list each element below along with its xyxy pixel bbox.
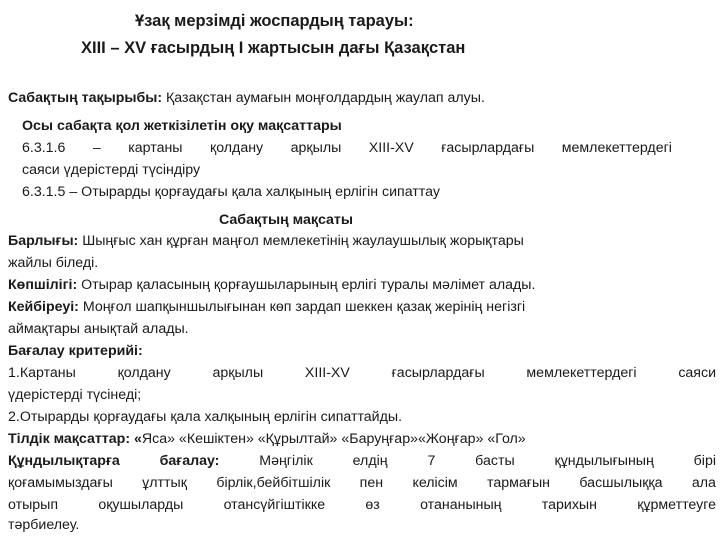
word: қоғамымыздағы — [8, 475, 113, 491]
word: өз — [365, 497, 380, 513]
word: ғасырлардағы — [391, 365, 485, 381]
language-goals-text: Яса» «Кешіктен» «Құрылтай» «Баруңғар»«Жоңғар» «Гол» — [141, 431, 526, 447]
word: мемлекеттердегі — [526, 365, 637, 381]
word: отананының — [420, 497, 502, 513]
goal-most-text: Отырар қаласының қорғаушыларының ерлігі туралы мәлімет алады. — [77, 277, 536, 293]
word: бірі — [693, 453, 716, 469]
criteria-heading: Бағалау критерийі: — [8, 343, 143, 359]
values-label-word: Құндылықтарға — [8, 453, 120, 469]
goal-most — [8, 277, 535, 293]
word: XIII-XV — [304, 365, 350, 381]
word: саяси — [678, 365, 716, 381]
word: пен — [359, 475, 384, 491]
goal-all-text: Шыңғыс хан құрған маңғол мемлекетінің жаулаушылық жорықтары — [78, 233, 524, 249]
objective-line-3: 6.3.1.5 – Отырарды қорғаудағы қала халқының ерлігін сипаттау — [22, 184, 440, 200]
goal-most-label: Көпшілігі: — [8, 277, 78, 293]
goal-some-cont: аймақтары анықтай алады. — [8, 321, 189, 337]
word: тарихын — [541, 497, 597, 513]
section-title: Ұзақ мерзімді жоспардың тарауы: — [135, 12, 414, 30]
word: ұлттық — [142, 475, 187, 491]
goal-all — [8, 233, 524, 249]
values-line-1 — [8, 453, 716, 469]
lesson-topic-label: Сабақтың тақырыбы: — [8, 90, 163, 106]
word: XIII-XV — [368, 140, 414, 156]
lesson-topic-text: Қазақстан аумағын моңғолдардың жаулап алуы. — [162, 90, 485, 106]
objective-line-1 — [22, 140, 672, 156]
word: басшылыққа — [579, 475, 663, 491]
word: қолдану — [117, 365, 171, 381]
word: оқушыларды — [98, 497, 184, 513]
word: арқылы — [212, 365, 264, 381]
word: құндылығының — [554, 453, 654, 469]
criteria-item-2: 2.Отырарды қорғаудағы қала халқының ерлігін сипаттайды. — [8, 409, 403, 425]
goal-some-text: Моңғол шапқыншылығынан көп зардап шеккен қазақ жерінің негізгі — [78, 299, 526, 315]
word: 7 — [427, 453, 436, 469]
word: 6.3.1.6 — [22, 140, 66, 156]
word: 1.Картаны — [8, 365, 76, 381]
word: Мәңгілік — [259, 453, 313, 469]
word: басты — [475, 453, 515, 469]
goal-some-label: Кейбіреуі: — [8, 299, 79, 315]
lesson-topic — [8, 90, 485, 106]
values-line-3 — [8, 497, 716, 513]
goals-heading: Сабақтың мақсаты — [219, 212, 353, 228]
goal-all-label: Барлығы: — [8, 233, 79, 249]
word: ғасырлардағы — [441, 140, 535, 156]
section-subtitle: XIII – XV ғасырдың I жартысын дағы Қазақстан — [81, 39, 466, 57]
word: құрметтеуге — [637, 497, 716, 513]
language-goals-label: Тілдік мақсаттар: « — [8, 431, 142, 447]
values-line-2 — [8, 475, 716, 491]
criteria-item-1-cont: үдерістерді түсінеді; — [8, 387, 142, 403]
objectives-heading: Осы сабақта қол жеткізілетін оқу мақсаттары — [22, 118, 342, 134]
word: қолдану — [209, 140, 264, 156]
word: ала — [691, 475, 716, 491]
word: келісім — [412, 475, 458, 491]
word: картаны — [128, 140, 183, 156]
word: елдің — [352, 453, 388, 469]
values-line-4: тәрбиелеу. — [8, 517, 80, 533]
word: отырып — [8, 497, 59, 513]
values-label-word: бағалау: — [159, 453, 220, 469]
word: мемлекеттердегі — [561, 140, 672, 156]
word: – — [92, 140, 101, 156]
goal-all-cont: жайлы біледі. — [8, 255, 99, 271]
language-goals — [8, 431, 526, 447]
criteria-item-1 — [8, 365, 716, 381]
word: отансүйгіштікке — [223, 497, 326, 513]
objective-line-2: саяси үдерістерді түсіндіру — [22, 162, 201, 178]
goal-some — [8, 299, 525, 315]
word: бірлік,бейбітшілік — [216, 475, 331, 491]
word: тармағын — [487, 475, 551, 491]
word: арқылы — [290, 140, 342, 156]
